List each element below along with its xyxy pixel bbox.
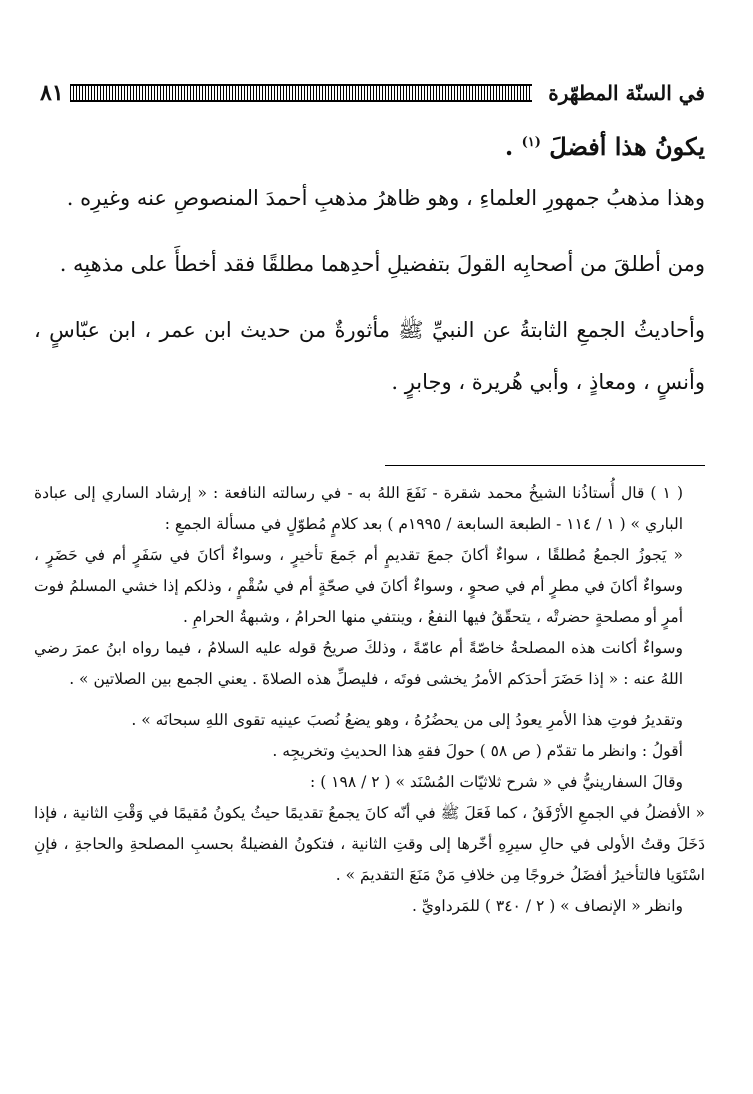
header-title: في السنّة المطهّرة [548,81,705,105]
lead-text: يكونُ هذا أفضلَ [540,132,705,161]
lead-end: . [504,132,522,161]
footnote-paragraph: وانظر « الإنصاف » ( ٢ / ٣٤٠ ) للمَرداويِّ . [411,897,683,915]
paragraph: وأحاديثُ الجمعِ الثابتةُ عن النبيِّ ﷺ مأثورةٌ من حديث ابن عمر ، ابن عبّاسٍ ، وأنسٍ ، ومعاذٍ ، وأبي هُريرة ، وجابرٍ . [34,318,705,394]
footnote-paragraph: « يَجوزُ الجمعُ مُطلقًا ، سواءٌ أكانَ جمعَ تقديمٍ أم جَمعَ تأخيرٍ ، وسواءٌ أكانَ في سَفَرٍ أم في حَضَرٍ ، وسواءٌ أكانَ في مطرٍ أم في صحوٍ ، وسواءٌ أكانَ في صحّةٍ أم في سُقْمٍ ، وذلكم إذا خشي المسلمُ فوت أمرٍ أو مصلحةٍ حضرتْه ، يتحقّقُ فيها النفعُ ، وينتفي منها الحرامُ ، وشبهةُ الحرامِ . [34,546,683,626]
footnote-ref: (١) [521,135,541,150]
page-number: ٨١ [40,80,64,106]
header-rule [70,84,533,102]
footnote-paragraph: وسواءٌ أكانت هذه المصلحةُ خاصّةً أم عامّةً ، وذلكَ صريحُ قوله عليه السلامُ ، فيما رواه ابنُ عمرَ رضي اللهُ عنه : « إذا حَضَرَ أحدَكم الأمرُ يخشى فوتَه ، فليصلِّ هذه الصلاةَ . يعني الجمع بين الصلاتين » . [34,639,683,688]
footnote-paragraph: وتقديرُ فوتِ هذا الأمرِ يعودُ إلى من يحضُرُهُ ، وهو يضعُ نُصبَ عينيه تقوى اللهِ سبحانَه » . [131,711,683,729]
lead-line [34,118,705,172]
running-header [40,76,705,110]
paragraph: ومن أطلقَ من أصحابِه القولَ بتفضيلِ أحدِهما مطلقًا فقد أخطأَ على مذهبِه . [59,252,705,276]
footnote-separator [385,465,705,466]
footnote-paragraph: أقولُ : وانظر ما تقدّم ( ص ٥٨ ) حولَ فقهِ هذا الحديثِ وتخريجِه . [272,742,683,760]
footnote-paragraph: وقالَ السفارينيُّ في « شرح ثلاثيّات المُسْنَد » ( ٢ / ١٩٨ ) : [310,773,683,791]
paragraph: وهذا مذهبُ جمهورِ العلماءِ ، وهو ظاهرُ مذهبِ أحمدَ المنصوصِ عنه وغيرِه . [66,186,705,210]
footnotes [34,478,705,922]
footnote-paragraph: ( ١ ) قال أُستاذُنا الشيخُ محمد شقرة - نَفَعَ اللهُ به - في رسالته النافعة : « إرشاد الساري إلى عبادة الباري » ( ١ / ١١٤ - الطبعة السابعة / ١٩٩٥م ) بعد كلامٍ مُطوّلٍ في مسألة الجمعِ : [34,484,683,533]
footnote-paragraph: « الأفضلُ في الجمعِ الأرْفَقُ ، كما فَعَلَ ﷺ في أنّه كانَ يجمعُ تقديمًا حيثُ يكونُ مُقيمًا في وَقْتِ الثانية ، فإذا دَخَلَ وقتُ الأولى في حالِ سيرِهِ أخّرها إلى وقتِ الثانية ، فتكونُ الفضيلةُ بحسبِ المصلحةِ والحاجةِ ، فإنِ اسْتَوَيا فالتأخيرُ أفضَلُ خروجًا مِن خلافِ مَنْ مَنَعَ التقديمَ » . [34,804,705,884]
main-text [34,118,705,408]
